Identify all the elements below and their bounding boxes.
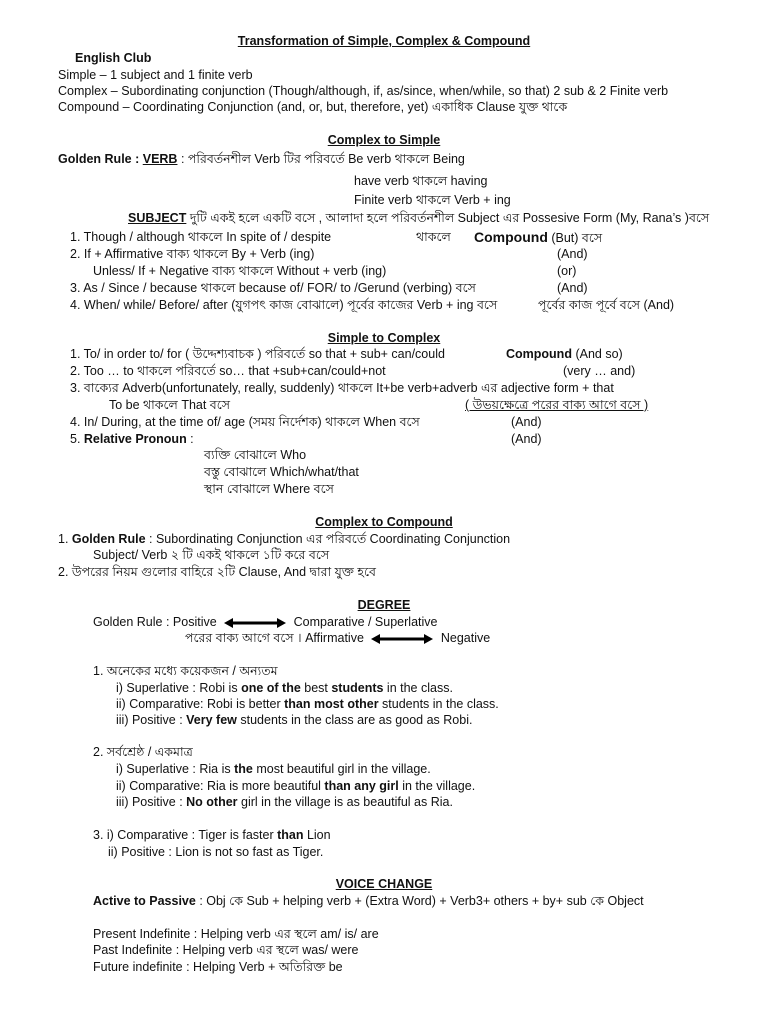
stc-rule-5 — [70, 431, 194, 447]
degree-affirmative: পরের বাক্য আগে বসে । Affirmative — [185, 631, 364, 645]
degree-g1-superlative — [116, 680, 453, 696]
past-indefinite: Past Indefinite : Helping verb এর স্থলে was/ were — [93, 943, 359, 957]
degree-g3-comparative — [93, 827, 331, 843]
stc-rule-3b-note: ( উভয়ক্ষেত্রে পরের বাক্য আগে বসে ) — [465, 398, 649, 412]
cts-rule-3: 3. As / Since / because থাকলে because of/ FOR/ to /Gerund (verbing) বসে — [70, 281, 476, 295]
text-span: students in the class. — [378, 697, 499, 711]
stc-rule-3: 3. বাক্যের Adverb(unfortunately, really, suddenly) থাকলে It+be verb+adverb এর adjective form + that — [70, 381, 614, 395]
golden-rule-label: Golden Rule : — [58, 152, 143, 166]
degree-g1-positive — [116, 712, 472, 728]
active-to-passive-rule — [93, 893, 644, 909]
golden-rule-verb — [58, 151, 465, 167]
degree-group-1-title: 1. অনেকের মধ্যে কয়েকজন / অন্যতম — [93, 664, 278, 678]
golden-rule-text: : পরিবর্তনশীল Verb টির পরিবর্তে Be verb থাকলে Being — [177, 152, 465, 166]
degree-positive: Golden Rule : Positive — [93, 615, 217, 629]
relative-pronoun-label: Relative Pronoun — [83, 432, 187, 446]
degree-g2-positive — [116, 794, 453, 810]
pronoun-where: স্থান বোঝালে Where বসে — [204, 482, 334, 496]
stc-rule-5-and: (And) — [511, 432, 542, 446]
stc-rule-4: 4. In/ During, at the time of/ age (সময় নির্দেশক) থাকলে When বসে — [70, 415, 420, 429]
ctc-rule-1-text: : Subordinating Conjunction এর পরিবর্তে Coordinating Conjunction — [145, 532, 511, 546]
have-verb-line: have verb থাকলে having — [354, 174, 488, 188]
heading-simple-to-complex: Simple to Complex — [327, 331, 441, 345]
stc-compound-label: Compound — [506, 347, 572, 361]
stc-rule-1: 1. To/ in order to/ for ( উদ্দেশ্যবাচক ) পরিবর্তে so that + sub+ can/could — [70, 347, 445, 361]
double-arrow-icon — [224, 618, 286, 628]
heading-degree: DEGREE — [357, 598, 411, 612]
double-arrow-icon — [371, 634, 433, 644]
cts-rule-4-note: পূর্বের কাজ পূর্বে বসে (And) — [538, 298, 675, 312]
subject-text: দুটি একই হলে একটি বসে , আলাদা হলে পরিবর্তনশীল Subject এর Possesive Form (My, Rana’s )বসে — [186, 211, 710, 225]
stc-compound-and-so: (And so) — [571, 347, 623, 361]
bold-span: students — [331, 681, 384, 695]
future-indefinite: Future indefinite : Helping Verb + অতিরিক্ত be — [93, 960, 343, 974]
stc-rule-1-compound — [506, 346, 623, 362]
intro-complex: Complex – Subordinating conjunction (Though/although, if, as/since, when/while, so that) 2 sub & 2 Finite verb — [58, 84, 669, 98]
cts-rule-4: 4. When/ while/ Before/ after (যুগপৎ কাজ বোঝালে) পূর্বের কাজের Verb + ing বসে — [70, 298, 498, 312]
cts-rule-1-compound — [474, 229, 602, 246]
text-span: i) Superlative : Ria is — [116, 762, 235, 776]
cts-rule-2b: Unless/ If + Negative বাক্য থাকলে Without + verb (ing) — [93, 264, 387, 278]
present-indefinite: Present Indefinite : Helping verb এর স্থলে am/ is/ are — [93, 927, 379, 941]
degree-golden-rule — [93, 614, 437, 630]
bold-span: one of the — [241, 681, 301, 695]
stc-rule-2: 2. Too … to থাকলে পরিবর্তে so… that +sub+can/could+not — [70, 364, 386, 378]
text-span: ii) Comparative: Ria is more beautiful — [116, 779, 325, 793]
text-span: ii) Comparative: Robi is better — [116, 697, 285, 711]
stc-rule-5-num: 5. — [70, 432, 84, 446]
text-span: i) Superlative : Robi is — [116, 681, 242, 695]
text-span: in the class. — [383, 681, 453, 695]
text-span: most beautiful girl in the village. — [252, 762, 431, 776]
degree-group-2-title: 2. সর্বশ্রেষ্ঠ / একমাত্র — [93, 745, 193, 759]
cts-rule-2-and: (And) — [557, 247, 588, 261]
degree-g2-superlative — [116, 761, 431, 777]
finite-verb-line: Finite verb থাকলে Verb + ing — [354, 193, 511, 207]
stc-rule-3b: To be থাকলে That বসে — [109, 398, 231, 412]
bold-span: than most other — [284, 697, 379, 711]
text-span: students in the class are as good as Robi. — [236, 713, 473, 727]
text-span: best — [300, 681, 332, 695]
heading-complex-to-simple: Complex to Simple — [327, 133, 441, 147]
ctc-rule-2: 2. উপরের নিয়ম গুলোর বাহিরে ২টি Clause, And দ্বারা যুক্ত হবে — [58, 565, 376, 579]
ctc-golden-rule-label: Golden Rule — [71, 532, 146, 546]
degree-affirmative-negative — [185, 630, 490, 646]
stc-rule-4-and: (And) — [511, 415, 542, 429]
intro-compound: Compound – Coordinating Conjunction (and, or, but, therefore, yet) একাধিক Clause যুক্ত থাকে — [58, 100, 568, 114]
degree-g2-comparative — [116, 778, 475, 794]
cts-rule-3-and: (And) — [557, 281, 588, 295]
heading-complex-to-compound: Complex to Compound — [315, 515, 453, 529]
intro-simple: Simple – 1 subject and 1 finite verb — [58, 68, 253, 82]
club-name: English Club — [75, 51, 152, 65]
text-span: 3. i) Comparative : Tiger is faster — [93, 828, 278, 842]
degree-g3-positive: ii) Positive : Lion is not so fast as Tiger. — [108, 845, 324, 859]
stc-rule-2-note: (very … and) — [563, 364, 636, 378]
bold-span: No other — [186, 795, 238, 809]
stc-rule-5-colon: : — [186, 432, 194, 446]
compound-label: Compound — [474, 229, 548, 245]
cts-rule-1-thakle: থাকলে — [416, 230, 451, 244]
active-to-passive-label: Active to Passive — [93, 894, 196, 908]
cts-rule-1: 1. Though / although থাকলে In spite of / despite — [70, 230, 332, 244]
ctc-rule-1-num: 1. — [58, 532, 72, 546]
bold-span: than — [277, 828, 304, 842]
pronoun-which: বস্তু বোঝালে Which/what/that — [204, 465, 359, 479]
bold-span: Very few — [186, 713, 237, 727]
heading-voice-change: VOICE CHANGE — [335, 877, 433, 891]
verb-label: VERB — [142, 152, 178, 166]
pronoun-who: ব্যক্তি বোঝালে Who — [204, 448, 307, 462]
compound-but: (But) বসে — [547, 231, 603, 245]
text-span: in the village. — [398, 779, 476, 793]
text-span: Lion — [303, 828, 331, 842]
ctc-rule-1b: Subject/ Verb ২ টি একই থাকলে ১টি করে বসে — [93, 548, 330, 562]
cts-rule-2: 2. If + Affirmative বাক্য থাকলে By + Verb (ing) — [70, 247, 315, 261]
subject-rule — [128, 210, 709, 226]
degree-comparative-superlative: Comparative / Superlative — [293, 615, 438, 629]
cts-rule-2b-or: (or) — [557, 264, 577, 278]
bold-span: the — [234, 762, 253, 776]
text-span: iii) Positive : — [116, 795, 187, 809]
bold-span: than any girl — [324, 779, 399, 793]
active-to-passive-text: : Obj কে Sub + helping verb + (Extra Word) + Verb3+ others + by+ sub কে Object — [195, 894, 644, 908]
text-span: girl in the village is as beautiful as Ria. — [237, 795, 453, 809]
degree-g1-comparative — [116, 696, 499, 712]
subject-label: SUBJECT — [128, 211, 187, 225]
text-span: iii) Positive : — [116, 713, 187, 727]
page-title: Transformation of Simple, Complex & Compound — [237, 34, 531, 48]
ctc-rule-1 — [58, 531, 510, 547]
degree-negative: Negative — [440, 631, 491, 645]
